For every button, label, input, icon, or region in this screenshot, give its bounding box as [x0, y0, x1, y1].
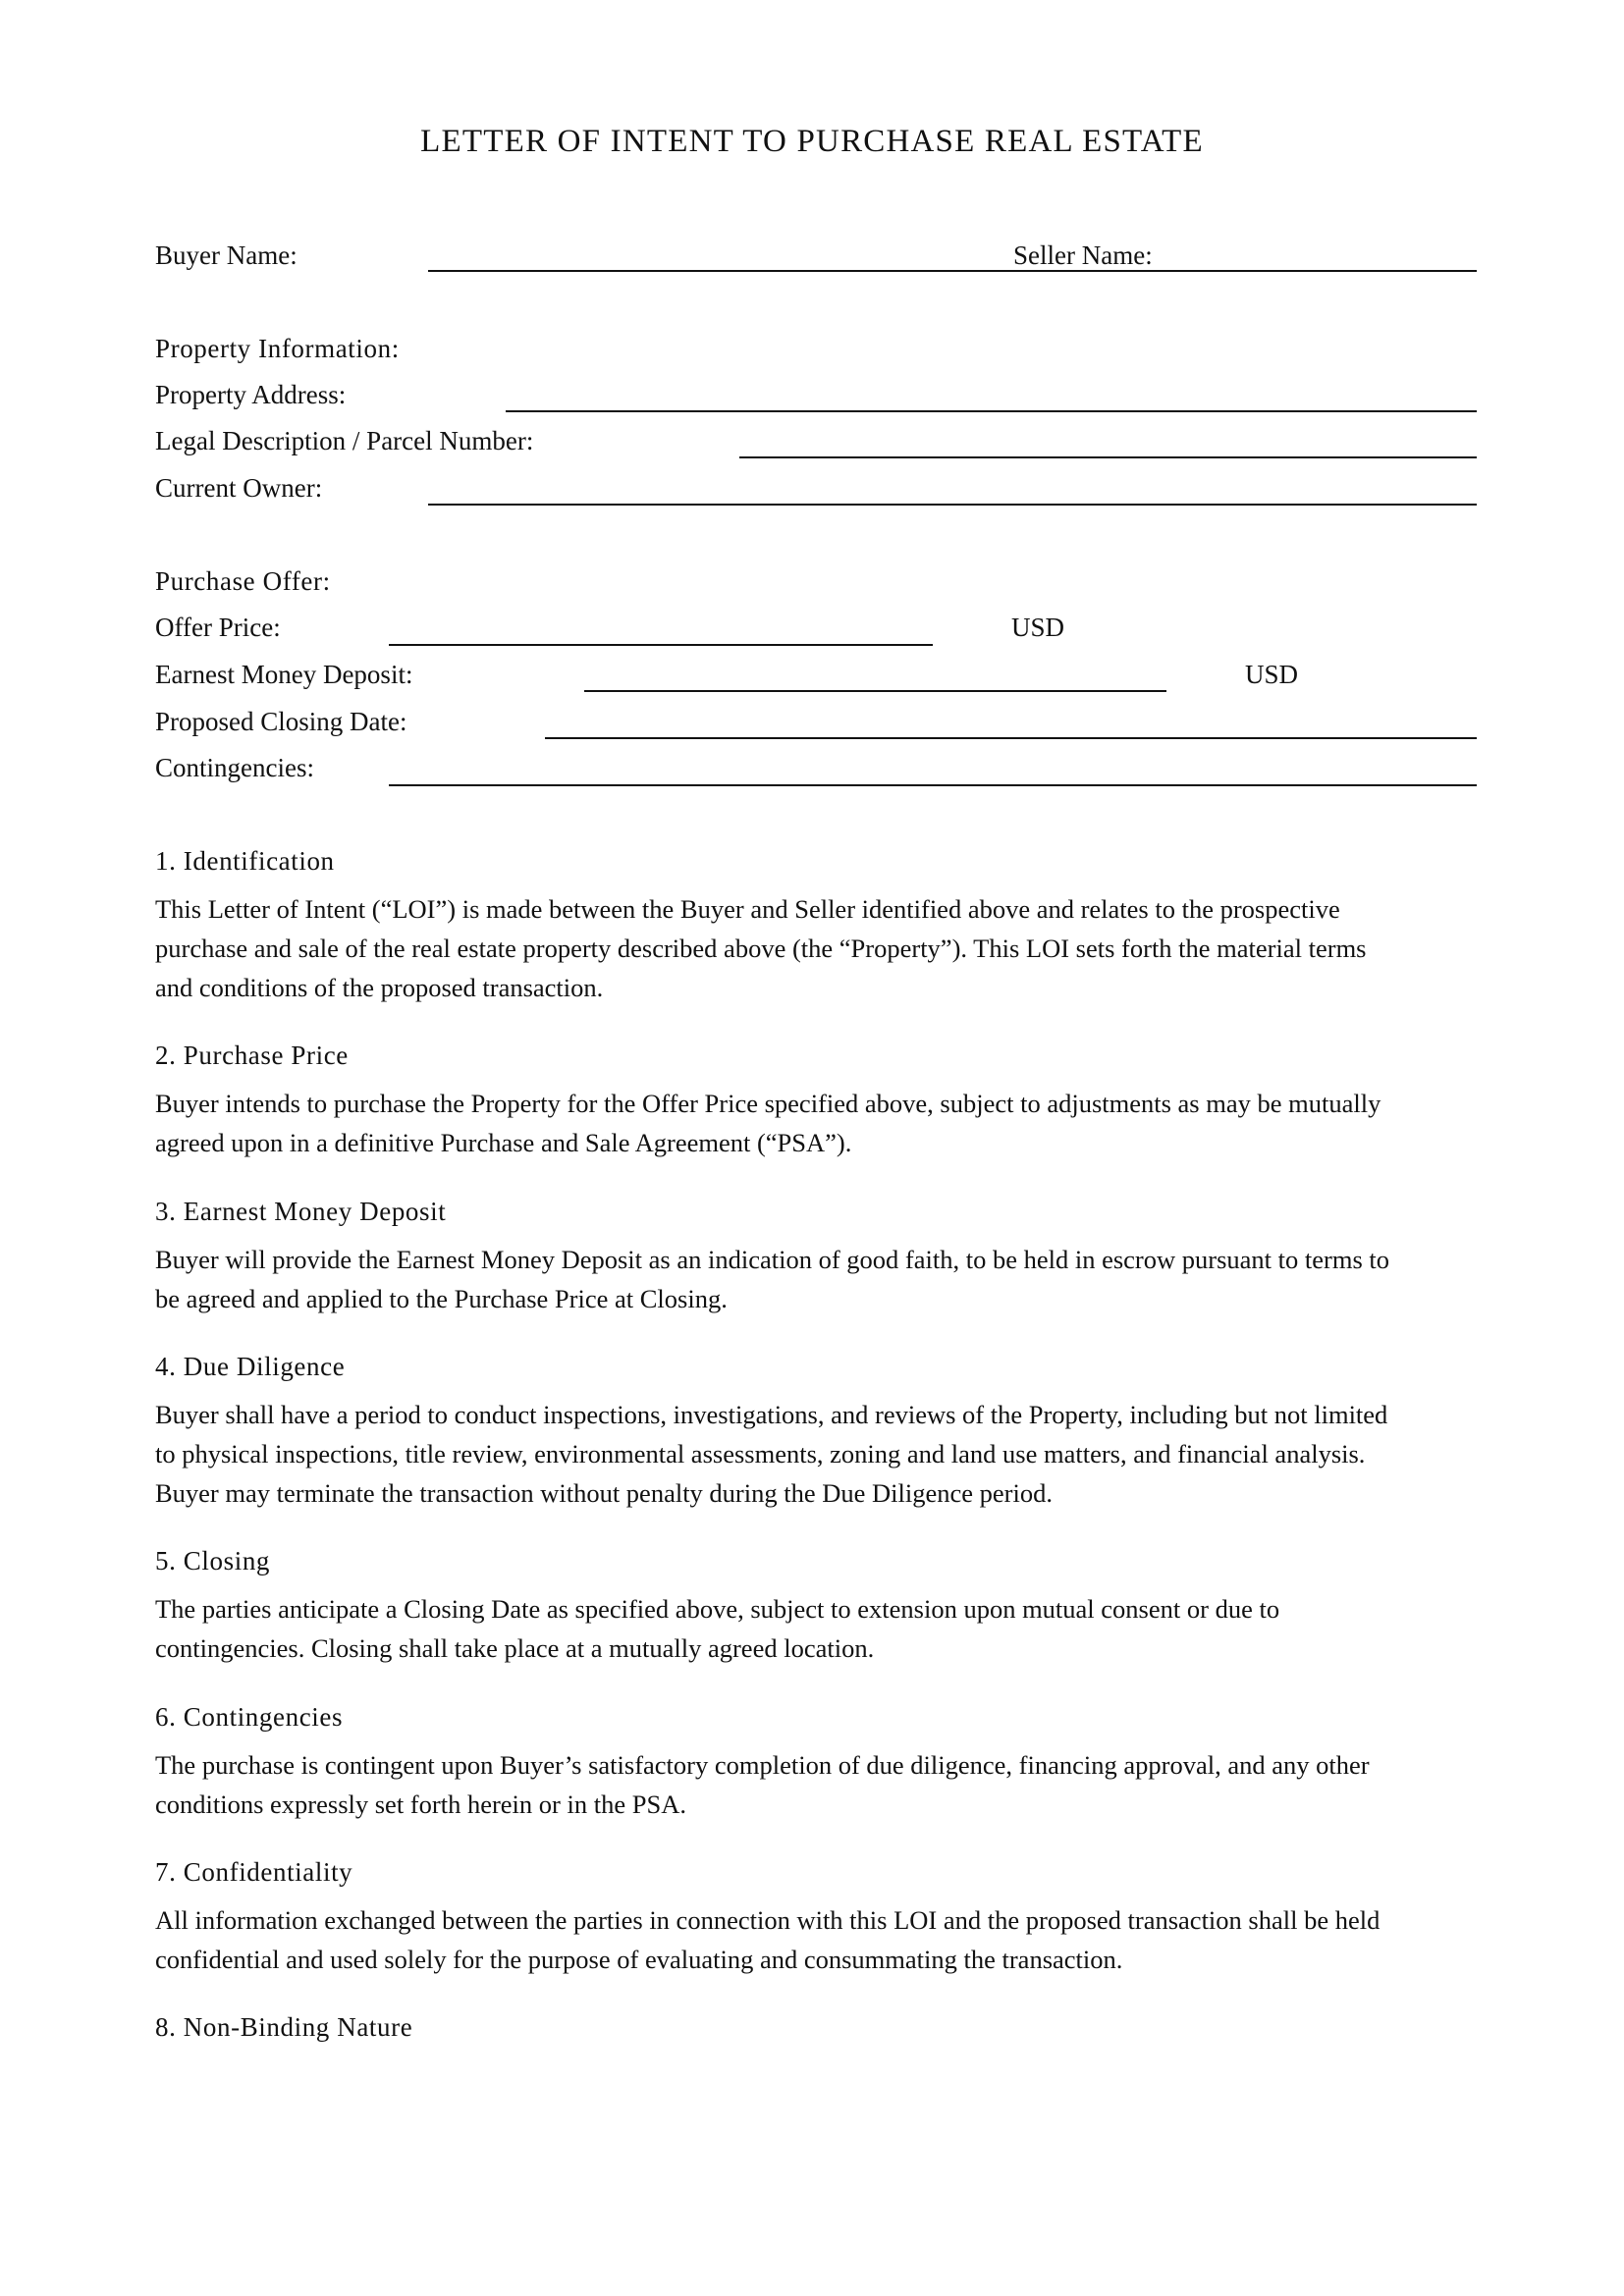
- body-line: The purchase is contingent upon Buyer’s satisfactory completion of due diligence, financing approval, and any other: [155, 1750, 1370, 1780]
- earnest-deposit-field[interactable]: [584, 690, 1166, 692]
- offer-price-label: Offer Price:: [155, 613, 281, 642]
- section-body-contingencies: [155, 1745, 1481, 1824]
- section-heading-purchase-price: 2. Purchase Price: [155, 1041, 349, 1070]
- body-line: conditions expressly set forth herein or in the PSA.: [155, 1789, 686, 1819]
- closing-date-label: Proposed Closing Date:: [155, 707, 407, 736]
- section-body-confidentiality: [155, 1900, 1481, 1979]
- legal-description-field[interactable]: [739, 456, 1477, 458]
- purchase-offer-heading: Purchase Offer:: [155, 566, 331, 596]
- property-address-label: Property Address:: [155, 380, 347, 409]
- section-heading-due-diligence: 4. Due Diligence: [155, 1352, 346, 1381]
- body-line: All information exchanged between the parties in connection with this LOI and the proposed transaction shall be held: [155, 1905, 1380, 1935]
- body-line: Buyer will provide the Earnest Money Deposit as an indication of good faith, to be held in escrow pursuant to terms to: [155, 1245, 1390, 1274]
- body-line: Buyer may terminate the transaction without penalty during the Due Diligence period.: [155, 1478, 1053, 1508]
- buyer-name-label: Buyer Name:: [155, 240, 298, 270]
- contingencies-label: Contingencies:: [155, 753, 314, 782]
- offer-price-currency: USD: [1011, 613, 1065, 642]
- earnest-deposit-label: Earnest Money Deposit:: [155, 660, 413, 689]
- section-heading-non-binding: 8. Non-Binding Nature: [155, 2012, 413, 2042]
- seller-name-label: Seller Name:: [1013, 240, 1157, 270]
- section-heading-earnest-money: 3. Earnest Money Deposit: [155, 1197, 447, 1226]
- section-heading-contingencies: 6. Contingencies: [155, 1702, 344, 1732]
- legal-description-label: Legal Description / Parcel Number:: [155, 426, 534, 455]
- body-line: be agreed and applied to the Purchase Price at Closing.: [155, 1284, 728, 1313]
- body-line: This Letter of Intent (“LOI”) is made between the Buyer and Seller identified above and relates to the prospective: [155, 894, 1340, 924]
- closing-date-field[interactable]: [545, 737, 1477, 739]
- body-line: Buyer intends to purchase the Property for the Offer Price specified above, subject to adjustments as may be mutually: [155, 1089, 1381, 1118]
- section-body-identification: [155, 889, 1481, 1007]
- current-owner-field[interactable]: [428, 504, 1477, 506]
- section-body-earnest-money: [155, 1240, 1481, 1318]
- offer-price-field[interactable]: [389, 644, 933, 646]
- body-line: agreed upon in a definitive Purchase and Sale Agreement (“PSA”).: [155, 1128, 852, 1157]
- document-title: LETTER OF INTENT TO PURCHASE REAL ESTATE: [420, 124, 1204, 159]
- body-line: contingencies. Closing shall take place at a mutually agreed location.: [155, 1633, 875, 1663]
- body-line: confidential and used solely for the purpose of evaluating and consummating the transaction.: [155, 1945, 1123, 1974]
- body-line: Buyer shall have a period to conduct inspections, investigations, and reviews of the Property, including but not limited: [155, 1400, 1388, 1429]
- section-heading-identification: 1. Identification: [155, 846, 335, 876]
- section-body-closing: [155, 1589, 1481, 1668]
- current-owner-label: Current Owner:: [155, 473, 323, 503]
- section-heading-closing: 5. Closing: [155, 1546, 271, 1575]
- body-line: to physical inspections, title review, environmental assessments, zoning and land use matters, and financial analysis.: [155, 1439, 1366, 1468]
- section-body-due-diligence: [155, 1395, 1481, 1513]
- body-line: The parties anticipate a Closing Date as specified above, subject to extension upon mutual consent or due to: [155, 1594, 1280, 1624]
- earnest-deposit-currency: USD: [1245, 660, 1299, 689]
- buyer-name-field[interactable]: [428, 270, 1477, 272]
- section-body-purchase-price: [155, 1084, 1481, 1162]
- body-line: and conditions of the proposed transaction.: [155, 973, 604, 1002]
- body-line: purchase and sale of the real estate property described above (the “Property”). This LOI sets forth the material terms: [155, 934, 1367, 963]
- section-heading-confidentiality: 7. Confidentiality: [155, 1857, 353, 1887]
- property-info-heading: Property Information:: [155, 334, 400, 363]
- contingencies-field[interactable]: [389, 784, 1477, 786]
- property-address-field[interactable]: [506, 410, 1477, 412]
